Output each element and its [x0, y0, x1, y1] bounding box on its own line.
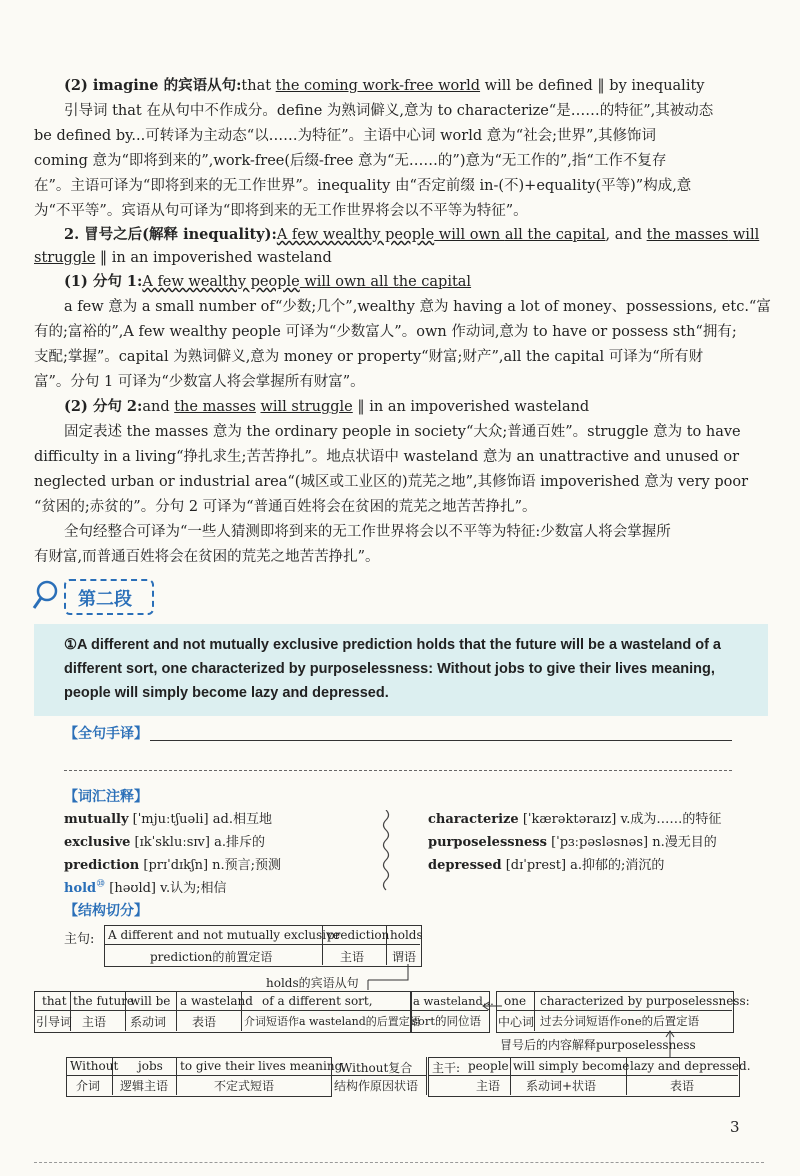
diagram-cell: the future: [73, 994, 135, 1008]
divider: [34, 1010, 410, 1011]
vocab-item: [64, 877, 226, 896]
c2-line-2: neglected urban or industrial area“(城区或工业区的)荒芜之地”,其修饰语 impoverished 意为 very poor: [34, 474, 749, 490]
vocab-item: [64, 831, 265, 850]
divider: [534, 991, 535, 1031]
diagram-cell: one: [504, 994, 527, 1008]
p2-subject: A few wealthy people: [276, 227, 435, 243]
p2-conj: , and: [605, 227, 647, 243]
divider: [176, 1057, 177, 1095]
divider: [66, 1075, 330, 1076]
c1-verb: will own: [299, 274, 371, 290]
p2-heading: [64, 225, 759, 245]
diagram-cell: sort的同位语: [412, 1014, 481, 1028]
full-translation-label: 【全句手译】: [64, 725, 148, 741]
p1-heading-underline: the coming work-free world: [275, 78, 481, 94]
vocab-word: exclusive: [64, 835, 131, 850]
magnifier-icon: [32, 578, 60, 614]
summary-line-1: 有财富,而普通百姓将会在贫困的荒芜之地苦苦挣扎”。: [34, 549, 380, 565]
vocab-item: [64, 854, 281, 873]
vocab-def: [ˈpɜːpəsləsnəs] n.漫无目的: [546, 835, 717, 850]
vocab-def: [prɪˈdɪkʃn] n.预言;预测: [139, 858, 282, 873]
divider: [428, 1075, 738, 1076]
p1-heading-prefix: (2) imagine 的宾语从句:: [64, 77, 242, 94]
p1-heading-text2: will be defined ‖ by inequality: [480, 78, 705, 94]
divider: [510, 1057, 511, 1095]
diagram-cell: characterized by purposelessness:: [540, 994, 750, 1008]
p1-line-4: 为“不平等”。宾语从句可译为“即将到来的无工作世界将会以不平等为特征”。: [34, 203, 528, 219]
c2-heading-label: (2) 分句 2:: [64, 398, 143, 415]
diagram-cell: 介词: [76, 1079, 101, 1093]
vocab-def: [ˈmjuːtʃuəli] ad.相互地: [128, 812, 272, 827]
structure-label: 【结构切分】: [64, 902, 148, 918]
c2-line-1: difficulty in a living“挣扎求生;苦苦挣扎”。地点状语中 wasteland 意为 an unattractive and unused or: [34, 449, 740, 465]
diagram-cell: people: [468, 1059, 509, 1073]
diagram-cell: 不定式短语: [214, 1079, 275, 1093]
divider: [496, 1010, 732, 1011]
diagram-cell: lazy and depressed.: [630, 1059, 751, 1073]
diagram-cell: 谓语: [392, 950, 417, 964]
c2-line-0: 固定表述 the masses 意为 the ordinary people in society“大众;普通百姓”。struggle 意为 to have: [64, 424, 741, 440]
c1-object: all the capital: [370, 274, 472, 290]
p2-struggle: struggle: [34, 250, 96, 266]
page-number: 3: [730, 1118, 740, 1136]
translation-line-1: [150, 740, 732, 741]
vocab-word: hold: [64, 881, 97, 896]
vocab-item: [428, 854, 664, 873]
diagram-cell: of a different sort,: [262, 994, 373, 1008]
p1-line-2: coming 意为“即将到来的”,work-free(后缀-free 意为“无……的”)意为“无工作的”,指“工作不复存: [34, 153, 667, 169]
divider: [104, 944, 420, 945]
diagram-cell: that: [42, 994, 67, 1008]
diagram-cell: 中心词: [498, 1015, 535, 1029]
main-clause-label: 主句:: [64, 932, 95, 947]
diagram-cell: jobs: [138, 1059, 163, 1073]
diagram-cell: 主语: [476, 1079, 501, 1093]
vocab-def: [ˈkærəktəraɪz] v.成为……的特征: [518, 812, 722, 827]
p2-object: all the capital: [504, 227, 606, 243]
colon-label: 冒号后的内容解释purposelessness: [500, 1038, 696, 1052]
diagram-cell: prediction: [327, 928, 390, 942]
c1-subject: A few wealthy people: [142, 274, 300, 290]
diagram-cell: Without复合: [340, 1061, 413, 1075]
diagram-cell: 主语: [82, 1015, 107, 1029]
diagram-cell: 引导词: [36, 1015, 73, 1029]
p1-line-0: 引导词 that 在从句中不作成分。define 为熟词僻义,意为 to characterize“是……的特征”,其被动态: [64, 103, 714, 119]
c1-line-3: 富”。分句 1 可译为“少数富人将会掌握所有财富”。: [34, 374, 365, 390]
diagram-cell: 系动词: [130, 1015, 167, 1029]
translation-line-2: [64, 770, 732, 771]
p1-line-3: 在”。主语可译为“即将到来的无工作世界”。inequality 由“否定前缀 in-(不)+equality(平等)”构成,意: [34, 178, 692, 194]
vocab-word: purposelessness: [428, 835, 547, 850]
divider: [410, 1010, 488, 1011]
c1-heading: [64, 272, 471, 292]
diagram-cell: prediction的前置定语: [150, 950, 273, 964]
c1-line-1: 有的;富裕的”,A few wealthy people 可译为“少数富人”。own 作动词,意为 to have or possess sth“拥有;: [34, 324, 737, 340]
divider: [176, 991, 177, 1031]
c2-heading: [64, 397, 589, 417]
diagram-cell: 系动词+状语: [526, 1079, 597, 1093]
highlight-line-2: people will simply become lazy and depressed.: [64, 685, 389, 701]
vocab-def: [həʊld] v.认为;相信: [105, 881, 227, 896]
vocab-word: characterize: [428, 812, 519, 827]
c2-rest: ‖ in an impoverished wasteland: [352, 399, 590, 415]
vocab-item: [64, 808, 272, 827]
p2-will: will: [728, 227, 760, 243]
c2-verb: will struggle: [260, 399, 353, 415]
diagram-cell: 介词短语作a wasteland的后置定语: [244, 1015, 421, 1028]
diagram-cell: a wasteland: [180, 994, 253, 1008]
summary-line-0: 全句经整合可译为“一些人猜测即将到来的无工作世界将会以不平等为特征:少数富人将会掌握所: [64, 524, 671, 540]
frequency-badge: ⑩: [96, 878, 106, 890]
p2-verb: will own: [434, 227, 505, 243]
diagram-cell: 主语: [340, 950, 365, 964]
diagram-cell: 逻辑主语: [120, 1079, 169, 1093]
vocab-item: [428, 831, 717, 850]
vocab-item: [428, 808, 721, 827]
vocab-def: [ɪkˈskluːsɪv] a.排斥的: [130, 835, 265, 850]
vocab-word: depressed: [428, 858, 502, 873]
connector-arrow: [480, 996, 504, 1016]
clause-label: holds的宾语从句: [266, 976, 359, 990]
vocab-word: prediction: [64, 858, 140, 873]
vocab-label: 【词汇注释】: [64, 788, 148, 804]
p2-line2-rest: ‖ in an impoverished wasteland: [95, 250, 332, 266]
p2-subject2: the masses: [646, 227, 729, 243]
c2-and: and: [142, 399, 175, 415]
highlight-line-0: ①A different and not mutually exclusive prediction holds that the future will be a wasteland of a: [64, 637, 721, 653]
p2-line-2: [34, 248, 332, 268]
diagram-cell: holds: [390, 928, 423, 942]
c1-line-2: 支配;掌握”。capital 为熟词僻义,意为 money or property“财富;财产”,all the capital 可译为“所有财: [34, 349, 704, 365]
diagram-cell: 表语: [192, 1015, 217, 1029]
footer-line: [34, 1162, 764, 1163]
section-title: 第二段: [78, 589, 132, 609]
diagram-cell: 结构作原因状语: [334, 1079, 419, 1093]
divider: [330, 1075, 426, 1076]
diagram-cell: 过去分词短语作one的后置定语: [540, 1014, 700, 1028]
p2-heading-prefix: 2. 冒号之后(解释 inequality):: [64, 226, 277, 243]
c1-line-0: a few 意为 a small number of“少数;几个”,wealthy 意为 having a lot of money、possessions, etc.“富: [64, 299, 771, 315]
diagram-cell: 表语: [670, 1079, 695, 1093]
c1-heading-label: (1) 分句 1:: [64, 273, 143, 290]
c2-subject: the masses: [174, 399, 256, 415]
vocab-word: mutually: [64, 812, 129, 827]
diagram-cell: will simply become: [513, 1059, 630, 1073]
p1-line-1: be defined by...可转译为主动态“以……为特征”。主语中心词 world 意为“社会;世界”,其修饰词: [34, 128, 657, 144]
diagram-cell: will be: [130, 994, 171, 1008]
vocab-def: [dɪˈprest] a.抑郁的;消沉的: [501, 858, 665, 873]
diagram-cell: 主干:: [432, 1061, 461, 1075]
diagram-cell: a wasteland...: [413, 994, 494, 1008]
c2-line-3: “贫困的;赤贫的”。分句 2 可译为“普通百姓将会在贫困的荒芜之地苦苦挣扎”。: [34, 499, 537, 515]
section-title-box: [64, 579, 154, 615]
diagram-cell: to give their lives meaning,: [180, 1059, 347, 1073]
highlight-line-1: different sort, one characterized by purposelessness: Without jobs to give their lives meaning,: [64, 661, 715, 677]
wavy-divider: [380, 810, 392, 892]
diagram-cell: Without: [70, 1059, 119, 1073]
p1-heading-text: that: [241, 78, 276, 94]
p1-heading: [64, 76, 704, 96]
diagram-cell: A different and not mutually exclusive: [108, 928, 340, 942]
